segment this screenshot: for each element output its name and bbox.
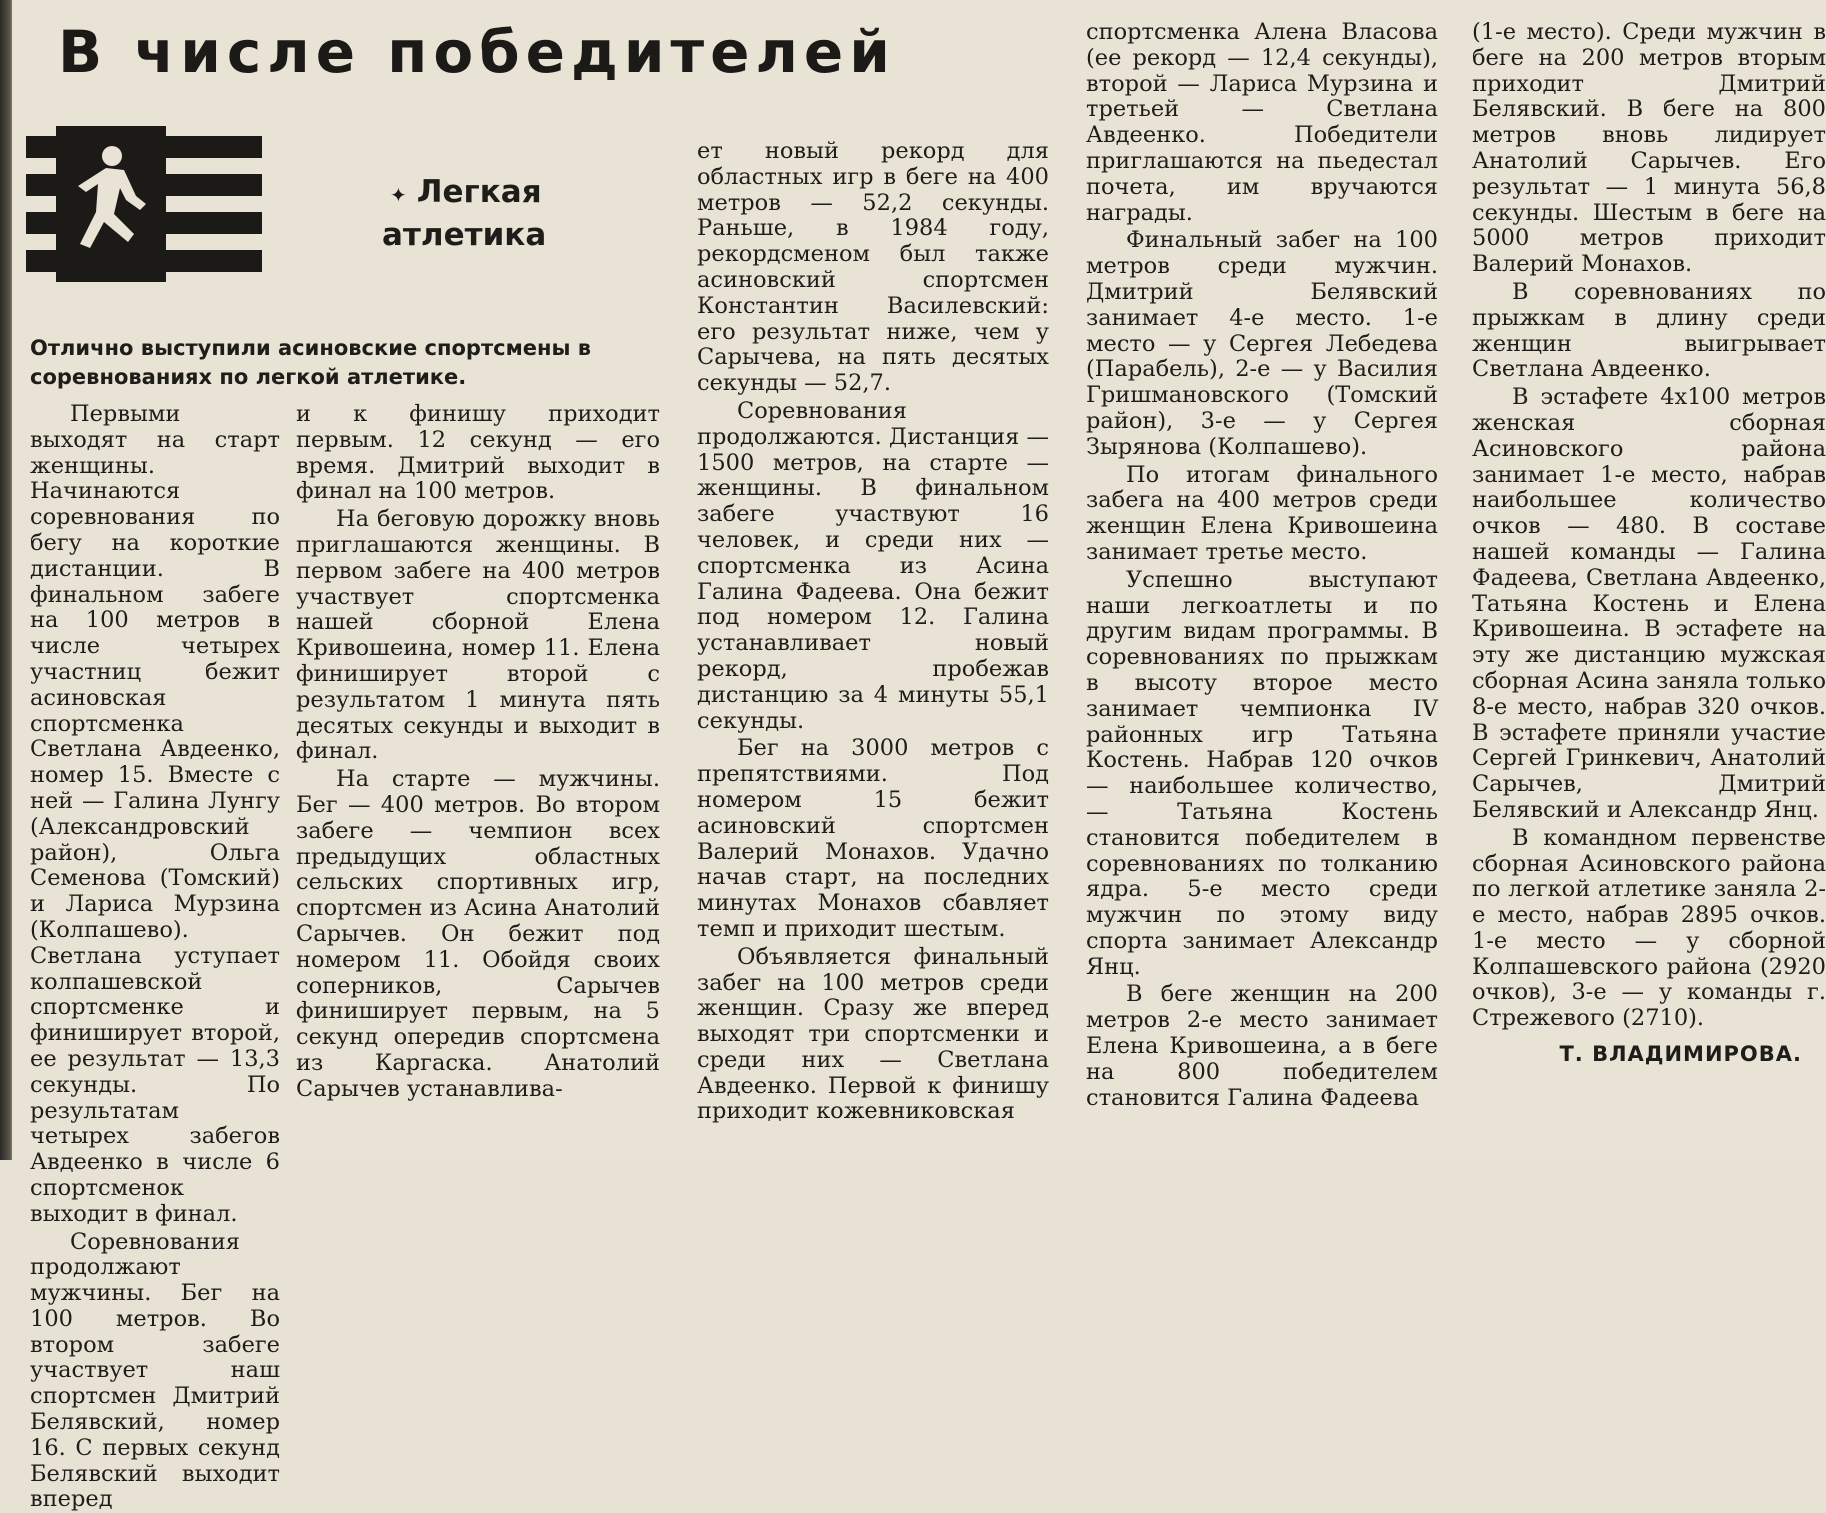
newspaper-page: [12, 0, 1826, 1160]
paragraph: В эстафете 4х100 метров женская сборная Асиновского района занимает 1-е место, набрав наибольшее количество очков — 480. В составе нашей команды — Галина Фадеева, Светлана Авдеенко, Татьяна Костень и Елена Кривошеина. В эстафете на эту же дистанцию мужская сборная Асина заняла только 8-е место, набрав 320 очков. В эстафете приняли участие Сергей Гринкевич, Анатолий Сарычев, Дмитрий Белявский и Александр Янц.: [1472, 385, 1826, 824]
author-signature: Т. ВЛАДИМИРОВА.: [1472, 1042, 1826, 1068]
text-column-5: [1472, 20, 1826, 1140]
rubric-line-2: атлетика: [372, 215, 632, 255]
paragraph: Соревнования продолжают мужчины. Бег на 100 метров. Во втором забеге участвует наш спортсмен Дмитрий Белявский, номер 16. С первых секунд Белявский выходит вперед: [30, 1230, 280, 1513]
paragraph: Успешно выступают наши легкоатлеты и по другим видам программы. В соревнованиях по прыжкам в высоту второе место занимает чемпионка IV районных игр Татьяна Костень. Набрав 120 очков — наибольшее количество, — Татьяна Костень становится победителем в соревнованиях по толканию ядра. 5-е место среди мужчин по этому виду спорта занимает Александр Янц.: [1086, 568, 1438, 981]
text-column-4: [1086, 20, 1438, 1155]
paragraph: По итогам финального забега на 400 метров среди женщин Елена Кривошеина занимает третье место.: [1086, 463, 1438, 566]
paragraph: и к финишу приходит первым. 12 секунд — его время. Дмитрий выходит в финал на 100 метров.: [296, 402, 660, 505]
text-column-1: [30, 402, 280, 1142]
rubric-text-1: Легкая: [417, 174, 542, 210]
rubric-mark-icon: ✦: [390, 183, 407, 207]
paragraph: Финальный забег на 100 метров среди мужчин. Дмитрий Белявский занимает 4-е место. 1-е место — у Сергея Лебедева (Парабель), 2-е — у Василия Гришмановского (Томский район), 3-е — у Сергея Зырянова (Колпашево).: [1086, 228, 1438, 460]
paragraph: Объявляется финальный забег на 100 метров среди женщин. Сразу же вперед выходят три спортсменки и среди них — Светлана Авдеенко. Первой к финишу приходит кожевниковская: [697, 945, 1049, 1126]
paragraph: Бег на 3000 метров с препятствиями. Под номером 15 бежит асиновский спортсмен Валерий Монахов. Удачно начав старт, на последних минутах Монахов сбавляет темп и приходит шестым.: [697, 736, 1049, 942]
paragraph: На старте — мужчины. Бег — 400 метров. Во втором забеге — чемпион всех предыдущих областных сельских спортивных игр, спортсмен из Асина Анатолий Сарычев. Он бежит под номером 11. Обойдя своих соперников, Сарычев финиширует первым, на 5 секунд опередив спортсмена из Каргаска. Анатолий Сарычев устанавлива-: [296, 767, 660, 1102]
text-column-2: [296, 402, 660, 1152]
paragraph: Соревнования продолжаются. Дистанция — 1500 метров, на старте — женщины. В финальном забеге участвуют 16 человек, и среди них — спортсменка из Асина Галина Фадеева. Она бежит под номером 12. Галина устанавливает новый рекорд, пробежав дистанцию за 4 минуты 55,1 секунды.: [697, 399, 1049, 734]
paragraph: В соревнованиях по прыжкам в длину среди женщин выигрывает Светлана Авдеенко.: [1472, 280, 1826, 383]
lead-paragraph: Отлично выступили асиновские спортсмены в соревнованиях по легкой атлетике.: [30, 334, 650, 392]
rubric-line-1: [372, 172, 632, 215]
paragraph: В беге женщин на 200 метров 2-е место занимает Елена Кривошеина, а в беге на 800 победителем становится Галина Фадеева: [1086, 982, 1438, 1111]
paragraph: спортсменка Алена Власова (ее рекорд — 12,4 секунды), второй — Лариса Мурзина и третьей — Светлана Авдеенко. Победители приглашаются на пьедестал почета, им вручаются награды.: [1086, 20, 1438, 226]
paragraph: ет новый рекорд для областных игр в беге на 400 метров — 52,2 секунды. Раньше, в 1984 году, рекордсменом был также асиновский спортсмен Константин Василевский: его результат ниже, чем у Сарычева, на пять десятых секунды — 52,7.: [697, 139, 1049, 397]
text-column-3: [697, 139, 1049, 1149]
paragraph: Первыми выходят на старт женщины. Начинаются соревнования по бегу на короткие дистанции. В финальном забеге на 100 метров в числе четырех участниц бежит асиновская спортсменка Светлана Авдеенко, номер 15. Вместе с ней — Галина Лунгу (Александровский район), Ольга Семенова (Томский) и Лариса Мурзина (Колпашево). Светлана уступает колпашевской спортсменке и финиширует второй, ее результат — 13,3 секунды. По результатам четырех забегов Авдеенко в числе 6 спортсменок выходит в финал.: [30, 402, 280, 1228]
paragraph: (1-е место). Среди мужчин в беге на 200 метров вторым приходит Дмитрий Белявский. В беге на 800 метров вновь лидирует Анатолий Сарычев. Его результат — 1 минута 56,8 секунды. Шестым в беге на 5000 метров приходит Валерий Монахов.: [1472, 20, 1826, 278]
paragraph: В командном первенстве сборная Асиновского района по легкой атлетике заняла 2-е место, набрав 2895 очков. 1-е место — у сборной Колпашевского района (2920 очков), 3-е — у команды г. Стрежевого (2710).: [1472, 826, 1826, 1032]
section-rubric: [372, 172, 632, 255]
athletics-pictogram: [26, 126, 262, 282]
headline: В числе победителей: [58, 18, 1058, 86]
paragraph: На беговую дорожку вновь приглашаются женщины. В первом забеге на 400 метров участвует спортсменка нашей сборной Елена Кривошеина, номер 11. Елена финиширует второй с результатом 1 минута пять десятых секунды и выходит в финал.: [296, 507, 660, 765]
